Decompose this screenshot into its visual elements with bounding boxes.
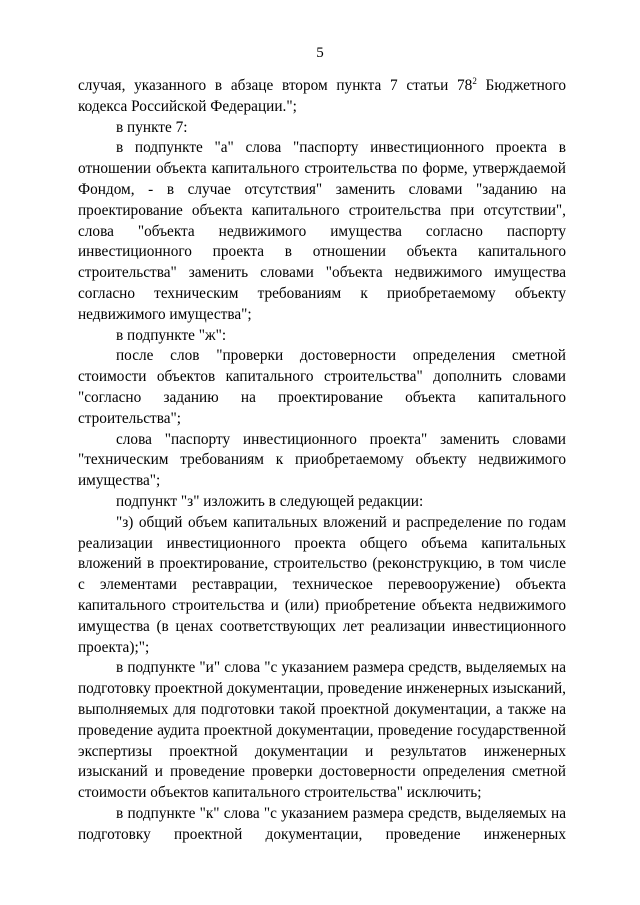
paragraph-9: в подпункте "и" слова "с указанием размера средств, выделяемых на подготовку проектной документации, проведение инженерных изысканий, выполняемых для подготовки такой проектной документации, а также на проведение аудита проектной документации, проведение государственной экспертизы проектной документации и результатов инженерных изысканий и проведение проверки достоверности определения сметной стоимости объектов капитального строительства" исключить; — [78, 659, 566, 802]
paragraph-4: в подпункте "ж": — [116, 326, 227, 344]
paragraph-10: в подпункте "к" слова "с указанием размера средств, выделяемых на подготовку проектной документации, проведение инженерных — [78, 804, 566, 843]
paragraph-1: случая, указанного в абзаце втором пункта 7 статьи $78^2$ Бюджетного кодекса Российской Федерации."; — [78, 75, 566, 115]
paragraph-8: "з) общий объем капитальных вложений и распределение по годам реализации инвестиционного проекта общего объема капитальных вложений в проектирование, строительство (реконструкцию, в том числе с элементами реставрации, техническое перевооружение) объекта капитального строительства и (или) приобретение объекта недвижимого имущества (в ценах соответствующих лет реализации инвестиционного проекта);"; — [78, 513, 566, 656]
paragraph-7: подпункт "з" изложить в следующей редакции: — [116, 492, 424, 510]
paragraph-6: слова "паспорту инвестиционного проекта" заменить словами "техническим требованиям к приобретаемому объекту недвижимого имущества"; — [78, 430, 566, 490]
page-number: 5 — [316, 45, 324, 61]
document-body — [78, 76, 566, 845]
superscript-2: 2 — [472, 75, 477, 86]
paragraph-5: после слов "проверки достоверности определения сметной стоимости объектов капитального строительства" дополнить словами "согласно заданию на проектирование объекта капитального строительства"; — [78, 347, 566, 427]
paragraph-3: в подпункте "а" слова "паспорту инвестиционного проекта в отношении объекта капитального строительства по форме, утверждаемой Фондом, - в случае отсутствия" заменить словами "заданию на проектирование объекта капитального строительства при отсутствии", слова "объекта недвижимого имущества согласно паспорту инвестиционного проекта в отношении объекта капитального строительства" заменить словами "объекта недвижимого имущества согласно техническим требованиям к приобретаемому объекту недвижимого имущества"; — [78, 139, 566, 323]
paragraph-2: в пункте 7: — [116, 118, 188, 136]
